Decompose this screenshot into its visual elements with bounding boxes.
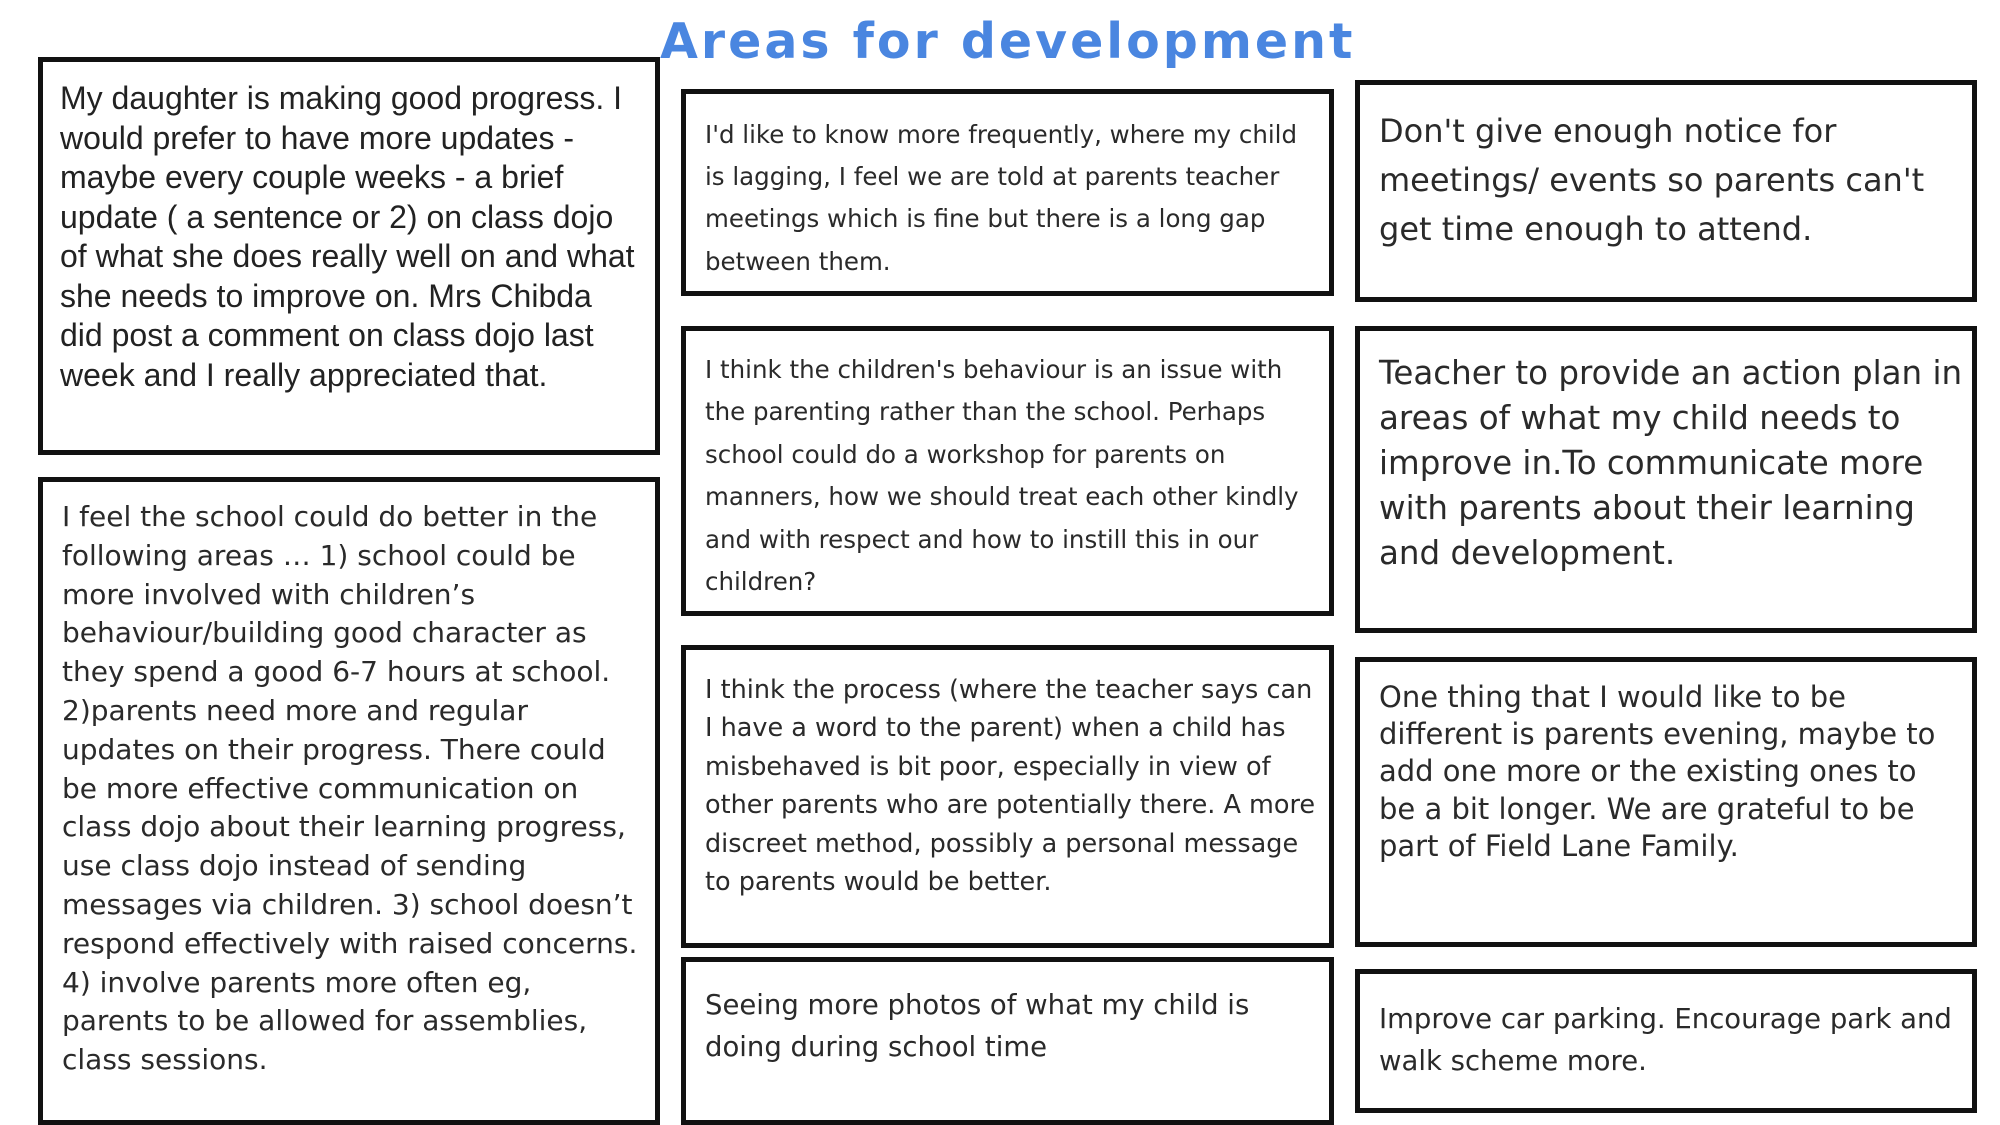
comment-text: I think the children's behaviour is an issue with the parenting rather than the school. Perhaps school could do a workshop for parents on manners, how we should treat each other kindly and with respect and how to instill this in our children? — [705, 355, 1299, 597]
comment-card — [1355, 326, 1977, 633]
comment-text: My daughter is making good progress. I would prefer to have more updates - maybe every couple weeks - a brief update ( a sentence or 2) on class dojo of what she does really well on and what she needs to improve on. Mrs Chibda did post a comment on class dojo last week and I really appreciated that. — [60, 80, 635, 393]
comment-card — [681, 957, 1334, 1125]
comment-card — [681, 326, 1334, 616]
comment-card — [681, 645, 1334, 948]
comment-text: Improve car parking. Encourage park and walk scheme more. — [1379, 1003, 1952, 1077]
page-title: Areas for development — [660, 13, 1356, 70]
comment-card — [681, 89, 1334, 296]
comment-text: Teacher to provide an action plan in areas of what my child needs to improve in.To communicate more with parents about their learning and development. — [1379, 354, 1963, 572]
comment-card — [1355, 80, 1977, 302]
comment-card — [38, 477, 660, 1125]
comment-card — [1355, 969, 1977, 1113]
comment-text: I feel the school could do better in the following areas … 1) school could be more involved with children’s behaviour/building good character as they spend a good 6-7 hours at school. 2)parents need more and regular updates on their progress. There could be more effective communication on class dojo about their learning progress, use class dojo instead of sending messages via children. 3) school doesn’t respond effectively with raised concerns. 4) involve parents more often eg, parents to be allowed for assemblies, class sessions. — [62, 500, 638, 1077]
comment-text: I think the process (where the teacher says can I have a word to the parent) when a child has misbehaved is bit poor, especially in view of other parents who are potentially there. A more discreet method, possibly a personal message to parents would be better. — [705, 675, 1316, 898]
comment-card — [1355, 657, 1977, 947]
comment-text: Don't give enough notice for meetings/ events so parents can't get time enough to attend. — [1379, 112, 1925, 248]
comment-text: Seeing more photos of what my child is doing during school time — [705, 989, 1250, 1063]
comment-text: I'd like to know more frequently, where my child is lagging, I feel we are told at parents teacher meetings which is fine but there is a long gap between them. — [705, 120, 1298, 276]
comment-text: One thing that I would like to be different is parents evening, maybe to add one more or the existing ones to be a bit longer. We are grateful to be part of Field Lane Family. — [1379, 680, 1936, 863]
comment-card — [38, 57, 660, 455]
